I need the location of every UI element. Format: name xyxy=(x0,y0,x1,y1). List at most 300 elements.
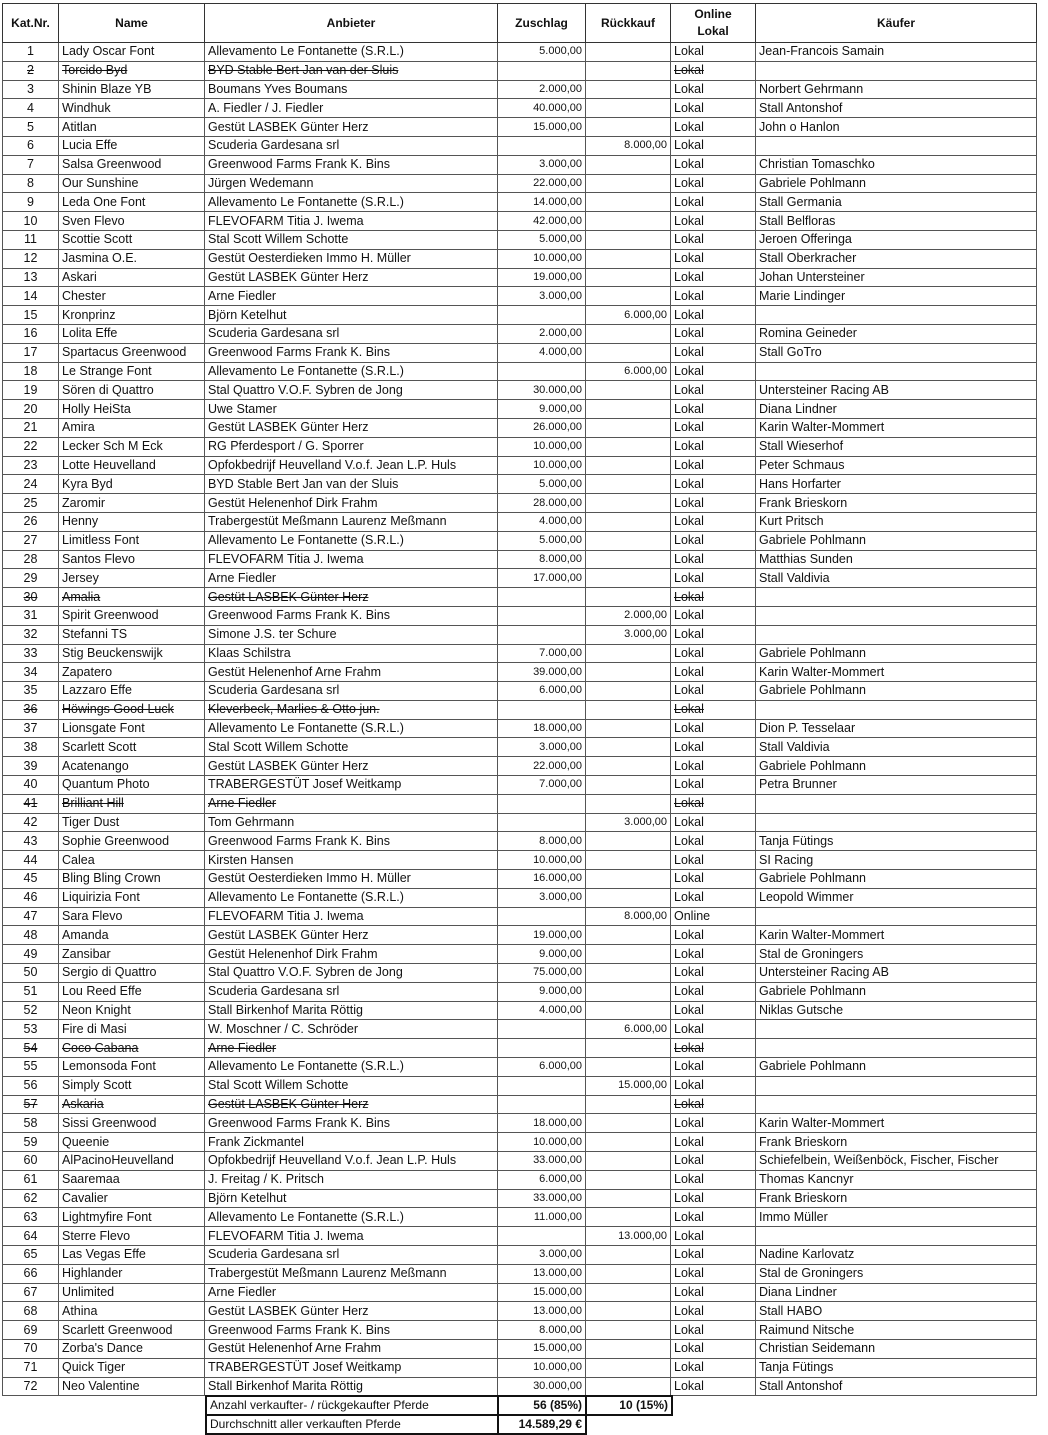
row-name: Simply Scott xyxy=(59,1076,205,1095)
row-online-lokal: Lokal xyxy=(671,1283,756,1302)
row-online-lokal: Lokal xyxy=(671,230,756,249)
row-kat-nr: 39 xyxy=(3,757,59,776)
row-kat-nr: 17 xyxy=(3,343,59,362)
table-row xyxy=(3,1095,1037,1114)
row-kaeufer: Stall Oberkracher xyxy=(756,249,1037,268)
row-rueckkauf xyxy=(586,155,671,174)
row-rueckkauf xyxy=(586,1189,671,1208)
row-online-lokal: Lokal xyxy=(671,945,756,964)
table-row xyxy=(3,982,1037,1001)
header-online-lokal xyxy=(671,4,756,43)
row-anbieter: Scuderia Gardesana srl xyxy=(205,682,498,701)
table-row xyxy=(3,212,1037,231)
row-kat-nr: 28 xyxy=(3,550,59,569)
row-rueckkauf xyxy=(586,343,671,362)
row-rueckkauf: 3.000,00 xyxy=(586,625,671,644)
table-row xyxy=(3,1020,1037,1039)
row-zuschlag: 22.000,00 xyxy=(498,757,586,776)
row-online-lokal: Online xyxy=(671,907,756,926)
row-kat-nr: 66 xyxy=(3,1264,59,1283)
row-online-lokal: Lokal xyxy=(671,757,756,776)
row-name: Zansibar xyxy=(59,945,205,964)
row-kaeufer: Christian Tomaschko xyxy=(756,155,1037,174)
row-rueckkauf xyxy=(586,682,671,701)
row-rueckkauf xyxy=(586,1152,671,1171)
row-rueckkauf xyxy=(586,230,671,249)
row-rueckkauf: 8.000,00 xyxy=(586,136,671,155)
row-name: Torcido Byd xyxy=(59,61,205,80)
row-anbieter: FLEVOFARM Titia J. Iwema xyxy=(205,212,498,231)
row-kaeufer: Dion P. Tesselaar xyxy=(756,719,1037,738)
summary-table xyxy=(205,1395,673,1435)
row-online-lokal: Lokal xyxy=(671,964,756,983)
row-kat-nr: 55 xyxy=(3,1058,59,1077)
row-rueckkauf xyxy=(586,1246,671,1265)
row-kaeufer: John o Hanlon xyxy=(756,118,1037,137)
table-row xyxy=(3,1246,1037,1265)
row-rueckkauf: 15.000,00 xyxy=(586,1076,671,1095)
row-online-lokal: Lokal xyxy=(671,155,756,174)
row-zuschlag: 18.000,00 xyxy=(498,719,586,738)
row-name: Lightmyfire Font xyxy=(59,1208,205,1227)
row-rueckkauf xyxy=(586,1377,671,1396)
row-online-lokal: Lokal xyxy=(671,1076,756,1095)
row-anbieter: A. Fiedler / J. Fiedler xyxy=(205,99,498,118)
row-online-lokal: Lokal xyxy=(671,362,756,381)
table-row xyxy=(3,418,1037,437)
row-anbieter: Simone J.S. ter Schure xyxy=(205,625,498,644)
row-online-lokal: Lokal xyxy=(671,700,756,719)
table-row xyxy=(3,606,1037,625)
row-kaeufer xyxy=(756,61,1037,80)
row-anbieter: Allevamento Le Fontanette (S.R.L.) xyxy=(205,1058,498,1077)
row-zuschlag: 33.000,00 xyxy=(498,1152,586,1171)
row-online-lokal: Lokal xyxy=(671,212,756,231)
row-name: Cavalier xyxy=(59,1189,205,1208)
row-name: Shinin Blaze YB xyxy=(59,80,205,99)
row-name: Sergio di Quattro xyxy=(59,964,205,983)
row-name: Lotte Heuvelland xyxy=(59,456,205,475)
row-online-lokal: Lokal xyxy=(671,1339,756,1358)
row-kaeufer xyxy=(756,1095,1037,1114)
row-anbieter: FLEVOFARM Titia J. Iwema xyxy=(205,907,498,926)
row-kat-nr: 7 xyxy=(3,155,59,174)
row-name: Scottie Scott xyxy=(59,230,205,249)
row-name: Limitless Font xyxy=(59,531,205,550)
row-kaeufer xyxy=(756,1020,1037,1039)
row-zuschlag: 19.000,00 xyxy=(498,926,586,945)
row-zuschlag: 4.000,00 xyxy=(498,512,586,531)
row-online-lokal: Lokal xyxy=(671,475,756,494)
row-name: Brilliant Hill xyxy=(59,794,205,813)
table-row xyxy=(3,193,1037,212)
row-online-lokal: Lokal xyxy=(671,682,756,701)
row-kaeufer: Matthias Sunden xyxy=(756,550,1037,569)
row-kaeufer: Stall Antonshof xyxy=(756,99,1037,118)
row-anbieter: Stall Birkenhof Marita Röttig xyxy=(205,1377,498,1396)
row-name: Lou Reed Effe xyxy=(59,982,205,1001)
row-kat-nr: 35 xyxy=(3,682,59,701)
row-kaeufer: Gabriele Pohlmann xyxy=(756,644,1037,663)
row-kat-nr: 58 xyxy=(3,1114,59,1133)
row-online-lokal: Lokal xyxy=(671,1020,756,1039)
row-anbieter: Allevamento Le Fontanette (S.R.L.) xyxy=(205,193,498,212)
row-rueckkauf xyxy=(586,475,671,494)
row-rueckkauf xyxy=(586,719,671,738)
row-rueckkauf xyxy=(586,1058,671,1077)
table-row xyxy=(3,494,1037,513)
row-kaeufer: Karin Walter-Mommert xyxy=(756,1114,1037,1133)
row-zuschlag: 4.000,00 xyxy=(498,1001,586,1020)
row-kaeufer: Schiefelbein, Weißenböck, Fischer, Fischer xyxy=(756,1152,1037,1171)
row-kaeufer: Norbert Gehrmann xyxy=(756,80,1037,99)
row-rueckkauf xyxy=(586,1358,671,1377)
row-kat-nr: 2 xyxy=(3,61,59,80)
row-kaeufer xyxy=(756,588,1037,607)
row-anbieter: Greenwood Farms Frank K. Bins xyxy=(205,832,498,851)
row-name: Lemonsoda Font xyxy=(59,1058,205,1077)
row-rueckkauf xyxy=(586,249,671,268)
row-kaeufer: Stall Wieserhof xyxy=(756,437,1037,456)
row-online-lokal: Lokal xyxy=(671,550,756,569)
row-online-lokal: Lokal xyxy=(671,813,756,832)
row-name: Sissi Greenwood xyxy=(59,1114,205,1133)
row-online-lokal: Lokal xyxy=(671,1227,756,1246)
row-anbieter: Greenwood Farms Frank K. Bins xyxy=(205,606,498,625)
row-kaeufer: Untersteiner Racing AB xyxy=(756,381,1037,400)
row-online-lokal: Lokal xyxy=(671,738,756,757)
row-name: Bling Bling Crown xyxy=(59,870,205,889)
row-zuschlag: 13.000,00 xyxy=(498,1302,586,1321)
table-row xyxy=(3,118,1037,137)
table-row xyxy=(3,287,1037,306)
row-rueckkauf xyxy=(586,61,671,80)
row-anbieter: Allevamento Le Fontanette (S.R.L.) xyxy=(205,1208,498,1227)
row-kaeufer: Romina Geineder xyxy=(756,324,1037,343)
row-kat-nr: 52 xyxy=(3,1001,59,1020)
row-online-lokal: Lokal xyxy=(671,306,756,325)
row-zuschlag: 3.000,00 xyxy=(498,888,586,907)
row-name: Neon Knight xyxy=(59,1001,205,1020)
row-kaeufer: Nadine Karlovatz xyxy=(756,1246,1037,1265)
row-kat-nr: 27 xyxy=(3,531,59,550)
header-kaeufer: Käufer xyxy=(756,4,1037,43)
summary-average-value: 14.589,29 € xyxy=(498,1415,586,1434)
row-rueckkauf xyxy=(586,888,671,907)
row-rueckkauf xyxy=(586,1264,671,1283)
row-anbieter: Gestüt LASBEK Günter Herz xyxy=(205,1302,498,1321)
row-kat-nr: 19 xyxy=(3,381,59,400)
row-anbieter: Uwe Stamer xyxy=(205,400,498,419)
table-row xyxy=(3,1283,1037,1302)
row-anbieter: Gestüt Helenenhof Arne Frahm xyxy=(205,663,498,682)
row-zuschlag: 4.000,00 xyxy=(498,343,586,362)
row-anbieter: Greenwood Farms Frank K. Bins xyxy=(205,155,498,174)
table-row xyxy=(3,61,1037,80)
row-kaeufer xyxy=(756,907,1037,926)
row-zuschlag xyxy=(498,61,586,80)
table-row xyxy=(3,343,1037,362)
row-name: Askari xyxy=(59,268,205,287)
row-rueckkauf xyxy=(586,982,671,1001)
table-row xyxy=(3,1302,1037,1321)
row-kaeufer: SI Racing xyxy=(756,851,1037,870)
row-rueckkauf xyxy=(586,381,671,400)
row-anbieter: Gestüt Oesterdieken Immo H. Müller xyxy=(205,249,498,268)
header-name: Name xyxy=(59,4,205,43)
row-anbieter: TRABERGESTÜT Josef Weitkamp xyxy=(205,1358,498,1377)
row-online-lokal: Lokal xyxy=(671,606,756,625)
table-row xyxy=(3,99,1037,118)
row-rueckkauf xyxy=(586,926,671,945)
table-row xyxy=(3,362,1037,381)
table-row xyxy=(3,1152,1037,1171)
table-row xyxy=(3,1358,1037,1377)
row-anbieter: Boumans Yves Boumans xyxy=(205,80,498,99)
row-zuschlag xyxy=(498,1039,586,1058)
row-rueckkauf xyxy=(586,494,671,513)
table-row xyxy=(3,174,1037,193)
row-kaeufer: Stall Antonshof xyxy=(756,1377,1037,1396)
row-anbieter: Greenwood Farms Frank K. Bins xyxy=(205,1114,498,1133)
row-kaeufer: Stall Valdivia xyxy=(756,569,1037,588)
row-kat-nr: 47 xyxy=(3,907,59,926)
row-kat-nr: 57 xyxy=(3,1095,59,1114)
row-zuschlag: 5.000,00 xyxy=(498,43,586,62)
row-online-lokal: Lokal xyxy=(671,1114,756,1133)
row-kat-nr: 68 xyxy=(3,1302,59,1321)
row-kat-nr: 63 xyxy=(3,1208,59,1227)
row-rueckkauf xyxy=(586,287,671,306)
row-rueckkauf xyxy=(586,212,671,231)
row-kat-nr: 12 xyxy=(3,249,59,268)
row-rueckkauf: 6.000,00 xyxy=(586,362,671,381)
row-kaeufer xyxy=(756,362,1037,381)
row-rueckkauf xyxy=(586,174,671,193)
table-row xyxy=(3,268,1037,287)
row-online-lokal: Lokal xyxy=(671,926,756,945)
row-rueckkauf xyxy=(586,1321,671,1340)
table-row xyxy=(3,851,1037,870)
row-kat-nr: 24 xyxy=(3,475,59,494)
row-name: Spartacus Greenwood xyxy=(59,343,205,362)
table-header xyxy=(3,4,1037,43)
row-kat-nr: 29 xyxy=(3,569,59,588)
row-name: Amanda xyxy=(59,926,205,945)
row-zuschlag: 17.000,00 xyxy=(498,569,586,588)
row-zuschlag: 14.000,00 xyxy=(498,193,586,212)
row-kat-nr: 71 xyxy=(3,1358,59,1377)
row-zuschlag: 10.000,00 xyxy=(498,1358,586,1377)
row-anbieter: Scuderia Gardesana srl xyxy=(205,324,498,343)
row-kaeufer: Diana Lindner xyxy=(756,400,1037,419)
row-kat-nr: 30 xyxy=(3,588,59,607)
row-zuschlag: 3.000,00 xyxy=(498,287,586,306)
row-rueckkauf xyxy=(586,644,671,663)
row-name: Unlimited xyxy=(59,1283,205,1302)
summary-count-row xyxy=(206,1396,672,1415)
row-kat-nr: 69 xyxy=(3,1321,59,1340)
row-name: Liquirizia Font xyxy=(59,888,205,907)
row-online-lokal: Lokal xyxy=(671,99,756,118)
row-name: Sterre Flevo xyxy=(59,1227,205,1246)
row-zuschlag: 30.000,00 xyxy=(498,381,586,400)
row-zuschlag: 15.000,00 xyxy=(498,1339,586,1358)
row-anbieter: Trabergestüt Meßmann Laurenz Meßmann xyxy=(205,512,498,531)
row-name: Sara Flevo xyxy=(59,907,205,926)
row-anbieter: Allevamento Le Fontanette (S.R.L.) xyxy=(205,719,498,738)
row-kat-nr: 18 xyxy=(3,362,59,381)
row-kaeufer: Petra Brunner xyxy=(756,776,1037,795)
table-row xyxy=(3,1321,1037,1340)
row-kat-nr: 40 xyxy=(3,776,59,795)
row-rueckkauf xyxy=(586,1302,671,1321)
row-kaeufer xyxy=(756,136,1037,155)
row-online-lokal: Lokal xyxy=(671,1001,756,1020)
row-name: Zorba's Dance xyxy=(59,1339,205,1358)
row-zuschlag: 10.000,00 xyxy=(498,437,586,456)
row-kat-nr: 8 xyxy=(3,174,59,193)
table-row xyxy=(3,663,1037,682)
row-name: Coco Cabana xyxy=(59,1039,205,1058)
row-kat-nr: 1 xyxy=(3,43,59,62)
row-kat-nr: 41 xyxy=(3,794,59,813)
row-kaeufer: Jeroen Offeringa xyxy=(756,230,1037,249)
row-anbieter: Gestüt LASBEK Günter Herz xyxy=(205,118,498,137)
row-anbieter: Stal Scott Willem Schotte xyxy=(205,230,498,249)
summary-bought-back-count: 10 (15%) xyxy=(586,1396,672,1415)
row-name: AlPacinoHeuvelland xyxy=(59,1152,205,1171)
table-row xyxy=(3,1189,1037,1208)
row-kat-nr: 46 xyxy=(3,888,59,907)
row-kaeufer: Tanja Fütings xyxy=(756,1358,1037,1377)
row-zuschlag xyxy=(498,1227,586,1246)
row-kat-nr: 37 xyxy=(3,719,59,738)
row-kaeufer: Stall Germania xyxy=(756,193,1037,212)
row-rueckkauf xyxy=(586,700,671,719)
row-kat-nr: 15 xyxy=(3,306,59,325)
table-body xyxy=(3,43,1037,1396)
row-name: Lecker Sch M Eck xyxy=(59,437,205,456)
row-name: Quick Tiger xyxy=(59,1358,205,1377)
row-kat-nr: 48 xyxy=(3,926,59,945)
table-row xyxy=(3,136,1037,155)
row-zuschlag: 5.000,00 xyxy=(498,475,586,494)
row-name: Höwings Good Luck xyxy=(59,700,205,719)
row-online-lokal: Lokal xyxy=(671,1264,756,1283)
row-anbieter: FLEVOFARM Titia J. Iwema xyxy=(205,1227,498,1246)
row-name: Scarlett Greenwood xyxy=(59,1321,205,1340)
row-anbieter: Arne Fiedler xyxy=(205,569,498,588)
table-row xyxy=(3,625,1037,644)
row-zuschlag xyxy=(498,306,586,325)
row-kat-nr: 50 xyxy=(3,964,59,983)
row-zuschlag: 8.000,00 xyxy=(498,1321,586,1340)
row-zuschlag: 10.000,00 xyxy=(498,851,586,870)
row-online-lokal: Lokal xyxy=(671,719,756,738)
row-online-lokal: Lokal xyxy=(671,136,756,155)
row-online-lokal: Lokal xyxy=(671,418,756,437)
row-zuschlag: 2.000,00 xyxy=(498,80,586,99)
row-kaeufer: Gabriele Pohlmann xyxy=(756,982,1037,1001)
header-kat-nr: Kat.Nr. xyxy=(3,4,59,43)
row-kat-nr: 22 xyxy=(3,437,59,456)
table-row xyxy=(3,813,1037,832)
row-kat-nr: 70 xyxy=(3,1339,59,1358)
row-zuschlag: 75.000,00 xyxy=(498,964,586,983)
row-rueckkauf xyxy=(586,550,671,569)
row-online-lokal: Lokal xyxy=(671,1095,756,1114)
row-zuschlag xyxy=(498,794,586,813)
row-kaeufer: Gabriele Pohlmann xyxy=(756,174,1037,193)
row-name: Lionsgate Font xyxy=(59,719,205,738)
table-row xyxy=(3,249,1037,268)
row-zuschlag: 42.000,00 xyxy=(498,212,586,231)
table-row xyxy=(3,738,1037,757)
row-name: Kronprinz xyxy=(59,306,205,325)
row-name: Spirit Greenwood xyxy=(59,606,205,625)
row-zuschlag: 9.000,00 xyxy=(498,400,586,419)
table-row xyxy=(3,512,1037,531)
row-name: Windhuk xyxy=(59,99,205,118)
row-zuschlag: 13.000,00 xyxy=(498,1264,586,1283)
row-online-lokal: Lokal xyxy=(671,1058,756,1077)
row-kat-nr: 23 xyxy=(3,456,59,475)
row-zuschlag: 5.000,00 xyxy=(498,531,586,550)
row-online-lokal: Lokal xyxy=(671,1133,756,1152)
row-zuschlag xyxy=(498,1095,586,1114)
row-name: Chester xyxy=(59,287,205,306)
row-anbieter: Allevamento Le Fontanette (S.R.L.) xyxy=(205,43,498,62)
row-kaeufer xyxy=(756,1076,1037,1095)
header-zuschlag: Zuschlag xyxy=(498,4,586,43)
row-kaeufer: Stall Valdivia xyxy=(756,738,1037,757)
header-lokal-label: Lokal xyxy=(697,24,729,38)
row-anbieter: Gestüt Helenenhof Dirk Frahm xyxy=(205,945,498,964)
table-row xyxy=(3,475,1037,494)
row-kaeufer: Untersteiner Racing AB xyxy=(756,964,1037,983)
row-anbieter: Greenwood Farms Frank K. Bins xyxy=(205,343,498,362)
row-anbieter: Trabergestüt Meßmann Laurenz Meßmann xyxy=(205,1264,498,1283)
row-name: Saaremaa xyxy=(59,1170,205,1189)
row-online-lokal: Lokal xyxy=(671,1246,756,1265)
row-online-lokal: Lokal xyxy=(671,1377,756,1396)
table-row xyxy=(3,700,1037,719)
summary-average-row xyxy=(206,1415,672,1434)
row-kaeufer xyxy=(756,813,1037,832)
row-zuschlag: 10.000,00 xyxy=(498,456,586,475)
row-kaeufer: Thomas Kancnyr xyxy=(756,1170,1037,1189)
row-anbieter: Björn Ketelhut xyxy=(205,1189,498,1208)
row-kaeufer: Diana Lindner xyxy=(756,1283,1037,1302)
row-rueckkauf: 8.000,00 xyxy=(586,907,671,926)
row-name: Holly HeiSta xyxy=(59,400,205,419)
row-rueckkauf: 6.000,00 xyxy=(586,306,671,325)
row-name: Sven Flevo xyxy=(59,212,205,231)
auction-results-table xyxy=(2,3,1037,1396)
row-kaeufer: Leopold Wimmer xyxy=(756,888,1037,907)
row-name: Santos Flevo xyxy=(59,550,205,569)
row-zuschlag: 40.000,00 xyxy=(498,99,586,118)
row-rueckkauf xyxy=(586,268,671,287)
row-anbieter: Arne Fiedler xyxy=(205,1283,498,1302)
summary-sold-count: 56 (85%) xyxy=(498,1396,586,1415)
row-kaeufer: Stall HABO xyxy=(756,1302,1037,1321)
row-kat-nr: 26 xyxy=(3,512,59,531)
row-name: Queenie xyxy=(59,1133,205,1152)
row-kaeufer: Jean-Francois Samain xyxy=(756,43,1037,62)
row-kat-nr: 61 xyxy=(3,1170,59,1189)
